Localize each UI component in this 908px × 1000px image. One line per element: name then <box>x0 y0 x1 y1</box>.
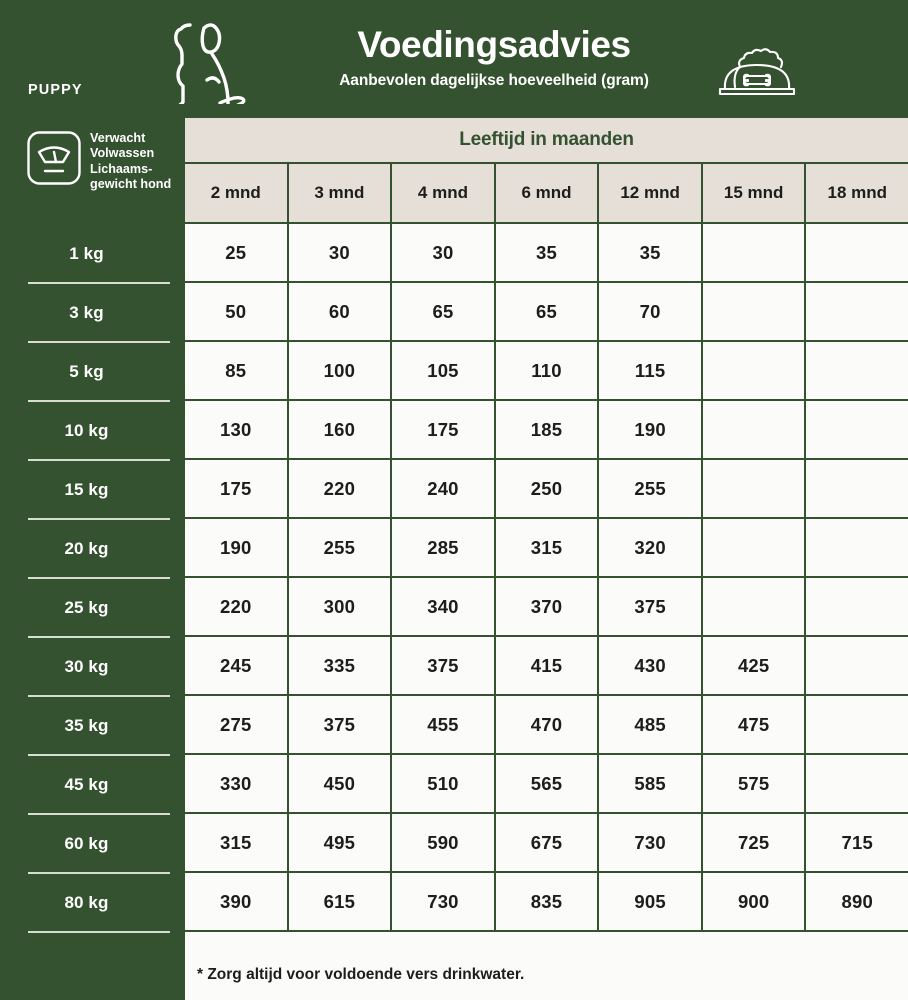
table-group-header-label: Leeftijd in maanden <box>459 129 634 150</box>
cell-value: 375 <box>323 713 356 735</box>
weight-row-label-cell <box>0 755 185 814</box>
weight-row-label: 3 kg <box>69 302 104 322</box>
table-cell <box>599 519 703 578</box>
table-cell-empty <box>806 401 908 460</box>
weight-row-label-cell <box>0 460 185 519</box>
table-row <box>185 224 908 283</box>
cell-value: 85 <box>225 359 247 381</box>
table-cell <box>599 637 703 696</box>
weight-row-label: 80 kg <box>64 892 109 912</box>
table-cell <box>599 342 703 401</box>
cell-value: 315 <box>530 536 563 558</box>
scale-legend-label: Verwacht Volwassen Lichaams- gewicht hond <box>90 131 172 192</box>
table-cell <box>392 637 496 696</box>
table-cell <box>599 578 703 637</box>
table-row <box>185 342 908 401</box>
table-cell <box>289 460 393 519</box>
table-cell <box>806 873 908 932</box>
table-cell <box>599 401 703 460</box>
cell-value: 370 <box>530 595 563 617</box>
table-cell <box>599 873 703 932</box>
table-cell <box>392 578 496 637</box>
table-cell <box>806 814 908 873</box>
column-header-label: 12 mnd <box>620 183 680 202</box>
table-cell <box>599 224 703 283</box>
table-cell <box>185 283 289 342</box>
table-cell-empty <box>806 578 908 637</box>
table-cell <box>703 873 807 932</box>
cell-value: 905 <box>634 890 666 912</box>
column-header-2-mnd <box>185 164 289 224</box>
table-cell <box>289 814 393 873</box>
column-header-4-mnd <box>392 164 496 224</box>
table-cell <box>392 224 496 283</box>
cell-value: 335 <box>323 654 356 676</box>
table-cell-empty <box>806 696 908 755</box>
page-subtitle: Aanbevolen dagelijkse hoeveelheid (gram) <box>339 71 649 89</box>
table-cell <box>496 578 600 637</box>
cell-value: 220 <box>323 477 356 499</box>
cell-value: 245 <box>220 654 252 676</box>
cell-value: 285 <box>427 536 459 558</box>
table-cell <box>289 401 393 460</box>
cell-value: 450 <box>323 772 356 794</box>
weight-row-separator <box>28 931 170 933</box>
cell-value: 590 <box>427 831 459 853</box>
cell-value: 50 <box>225 300 247 322</box>
cell-value: 115 <box>634 359 666 381</box>
cell-value: 485 <box>634 713 666 735</box>
column-header-3-mnd <box>289 164 393 224</box>
table-cell-empty <box>806 224 908 283</box>
cell-value: 60 <box>328 300 350 322</box>
column-header-label: 6 mnd <box>521 183 572 202</box>
cell-value: 730 <box>634 831 666 853</box>
cell-value: 495 <box>323 831 356 853</box>
weight-row-label: 15 kg <box>64 479 109 499</box>
cell-value: 240 <box>427 477 459 499</box>
table-cell <box>599 696 703 755</box>
cell-value: 30 <box>432 241 454 263</box>
cell-value: 65 <box>536 300 558 322</box>
cell-value: 470 <box>530 713 563 735</box>
table-cell <box>185 696 289 755</box>
table-cell <box>496 637 600 696</box>
table-row <box>185 519 908 578</box>
table-cell <box>185 460 289 519</box>
title-block <box>304 25 684 90</box>
cell-value: 340 <box>427 595 459 617</box>
cell-value: 100 <box>323 359 356 381</box>
cell-value: 255 <box>634 477 666 499</box>
weight-row-label-cell <box>0 283 185 342</box>
table-cell <box>496 460 600 519</box>
table-cell <box>392 814 496 873</box>
weight-row-label-cell <box>0 224 185 283</box>
table-cell <box>289 755 393 814</box>
cell-value: 730 <box>427 890 459 912</box>
cell-value: 900 <box>737 890 770 912</box>
cell-value: 675 <box>530 831 563 853</box>
cell-value: 185 <box>530 418 563 440</box>
cell-value: 565 <box>530 772 563 794</box>
table-row <box>185 696 908 755</box>
table-cell-empty <box>703 283 807 342</box>
table-cell <box>599 460 703 519</box>
table-cell-empty <box>806 637 908 696</box>
cell-value: 375 <box>634 595 666 617</box>
table-cell <box>392 696 496 755</box>
weight-row-label-cell <box>0 578 185 637</box>
cell-value: 275 <box>220 713 252 735</box>
cell-value: 510 <box>427 772 459 794</box>
page-header <box>0 0 908 118</box>
cell-value: 320 <box>634 536 666 558</box>
table-cell-empty <box>806 755 908 814</box>
column-header-15-mnd <box>703 164 807 224</box>
cell-value: 315 <box>220 831 252 853</box>
table-cell <box>392 873 496 932</box>
table-cell <box>185 342 289 401</box>
table-cell <box>289 696 393 755</box>
weight-row-label-cell <box>0 873 185 932</box>
feeding-table <box>185 118 908 1000</box>
table-cell <box>703 814 807 873</box>
weight-row-label: 25 kg <box>64 597 109 617</box>
cell-value: 575 <box>737 772 770 794</box>
cell-value: 175 <box>220 477 252 499</box>
weight-column <box>0 118 185 1000</box>
cell-value: 835 <box>530 890 563 912</box>
table-cell-empty <box>806 460 908 519</box>
table-cell <box>185 755 289 814</box>
column-header-label: 3 mnd <box>314 183 365 202</box>
table-cell-empty <box>806 519 908 578</box>
cell-value: 455 <box>427 713 459 735</box>
footnote-row <box>185 932 908 1000</box>
table-row <box>185 578 908 637</box>
cell-value: 615 <box>323 890 356 912</box>
cell-value: 220 <box>220 595 252 617</box>
column-header-12-mnd <box>599 164 703 224</box>
footnote-text: * Zorg altijd voor voldoende vers drinkwater. <box>197 966 525 983</box>
table-cell-empty <box>703 519 807 578</box>
table-column-header-row <box>185 164 908 224</box>
table-row <box>185 283 908 342</box>
table-cell <box>599 283 703 342</box>
weight-row-label: 45 kg <box>64 774 109 794</box>
scale-legend <box>26 130 171 192</box>
cell-value: 65 <box>432 300 454 322</box>
cell-value: 110 <box>531 359 562 381</box>
cell-value: 585 <box>634 772 666 794</box>
table-cell <box>496 283 600 342</box>
table-cell <box>185 637 289 696</box>
table-row <box>185 637 908 696</box>
table-cell <box>496 401 600 460</box>
table-cell <box>392 460 496 519</box>
cell-value: 330 <box>220 772 252 794</box>
table-cell <box>185 578 289 637</box>
table-row <box>185 460 908 519</box>
page-title: Voedingsadvies <box>357 24 631 65</box>
cell-value: 160 <box>323 418 356 440</box>
column-header-18-mnd <box>806 164 908 224</box>
table-cell <box>289 283 393 342</box>
cell-value: 250 <box>530 477 563 499</box>
column-header-label: 18 mnd <box>827 183 888 202</box>
cell-value: 130 <box>220 418 252 440</box>
cell-value: 715 <box>841 831 873 853</box>
table-cell-empty <box>703 401 807 460</box>
table-cell-empty <box>806 283 908 342</box>
table-cell <box>392 342 496 401</box>
cell-value: 300 <box>323 595 356 617</box>
table-cell <box>185 224 289 283</box>
table-cell <box>703 696 807 755</box>
table-cell <box>496 519 600 578</box>
cell-value: 70 <box>639 300 661 322</box>
cell-value: 35 <box>536 241 558 263</box>
table-cell <box>599 755 703 814</box>
cell-value: 475 <box>737 713 770 735</box>
table-cell-empty <box>703 342 807 401</box>
cell-value: 375 <box>427 654 459 676</box>
table-cell <box>392 401 496 460</box>
cell-value: 105 <box>427 359 459 381</box>
cell-value: 425 <box>737 654 770 676</box>
weight-row-label-cell <box>0 637 185 696</box>
table-cell <box>703 637 807 696</box>
cell-value: 430 <box>634 654 666 676</box>
weight-row-label: 20 kg <box>64 538 109 558</box>
table-cell <box>496 342 600 401</box>
table-cell <box>289 637 393 696</box>
table-cell <box>289 342 393 401</box>
table-cell <box>703 755 807 814</box>
weight-row-label: 60 kg <box>64 833 109 853</box>
table-cell <box>496 814 600 873</box>
cell-value: 35 <box>639 241 661 263</box>
table-cell <box>392 755 496 814</box>
table-cell <box>289 519 393 578</box>
weight-row-label-cell <box>0 814 185 873</box>
weight-row-label-cell <box>0 519 185 578</box>
dog-sitting-icon <box>160 12 256 109</box>
cell-value: 25 <box>225 241 247 263</box>
column-header-6-mnd <box>496 164 600 224</box>
table-cell-empty <box>703 460 807 519</box>
weight-row-label: 1 kg <box>69 243 104 263</box>
food-bowl-icon <box>713 47 801 102</box>
table-row <box>185 873 908 932</box>
table-cell-empty <box>703 578 807 637</box>
table-cell-empty <box>806 342 908 401</box>
table-cell-empty <box>703 224 807 283</box>
column-header-label: 2 mnd <box>210 183 261 202</box>
table-cell <box>496 696 600 755</box>
weight-scale-icon <box>26 130 82 191</box>
weight-row-label: 35 kg <box>64 715 109 735</box>
table-row <box>185 814 908 873</box>
table-cell <box>289 224 393 283</box>
table-cell <box>185 873 289 932</box>
cell-value: 415 <box>530 654 563 676</box>
weight-row-label-cell <box>0 342 185 401</box>
cell-value: 390 <box>220 890 252 912</box>
column-header-label: 4 mnd <box>417 183 468 202</box>
weight-row-label: 5 kg <box>69 361 104 381</box>
table-cell <box>496 224 600 283</box>
weight-row-label: 30 kg <box>64 656 109 676</box>
table-cell <box>496 873 600 932</box>
table-cell <box>185 401 289 460</box>
cell-value: 175 <box>427 418 459 440</box>
table-cell <box>289 578 393 637</box>
weight-row-label-cell <box>0 401 185 460</box>
weight-row-label-cell <box>0 696 185 755</box>
table-cell <box>496 755 600 814</box>
table-cell <box>599 814 703 873</box>
cell-value: 890 <box>841 890 873 912</box>
column-header-label: 15 mnd <box>723 183 784 202</box>
weight-row-label: 10 kg <box>64 420 109 440</box>
table-cell <box>289 873 393 932</box>
table-row <box>185 401 908 460</box>
table-cell <box>185 519 289 578</box>
table-row <box>185 755 908 814</box>
table-cell <box>392 519 496 578</box>
category-label: PUPPY <box>28 82 83 98</box>
cell-value: 725 <box>737 831 770 853</box>
cell-value: 30 <box>328 241 350 263</box>
cell-value: 255 <box>323 536 356 558</box>
table-group-header <box>185 118 908 164</box>
cell-value: 190 <box>634 418 666 440</box>
table-cell <box>392 283 496 342</box>
cell-value: 190 <box>220 536 252 558</box>
table-cell <box>185 814 289 873</box>
table-body <box>185 224 908 932</box>
